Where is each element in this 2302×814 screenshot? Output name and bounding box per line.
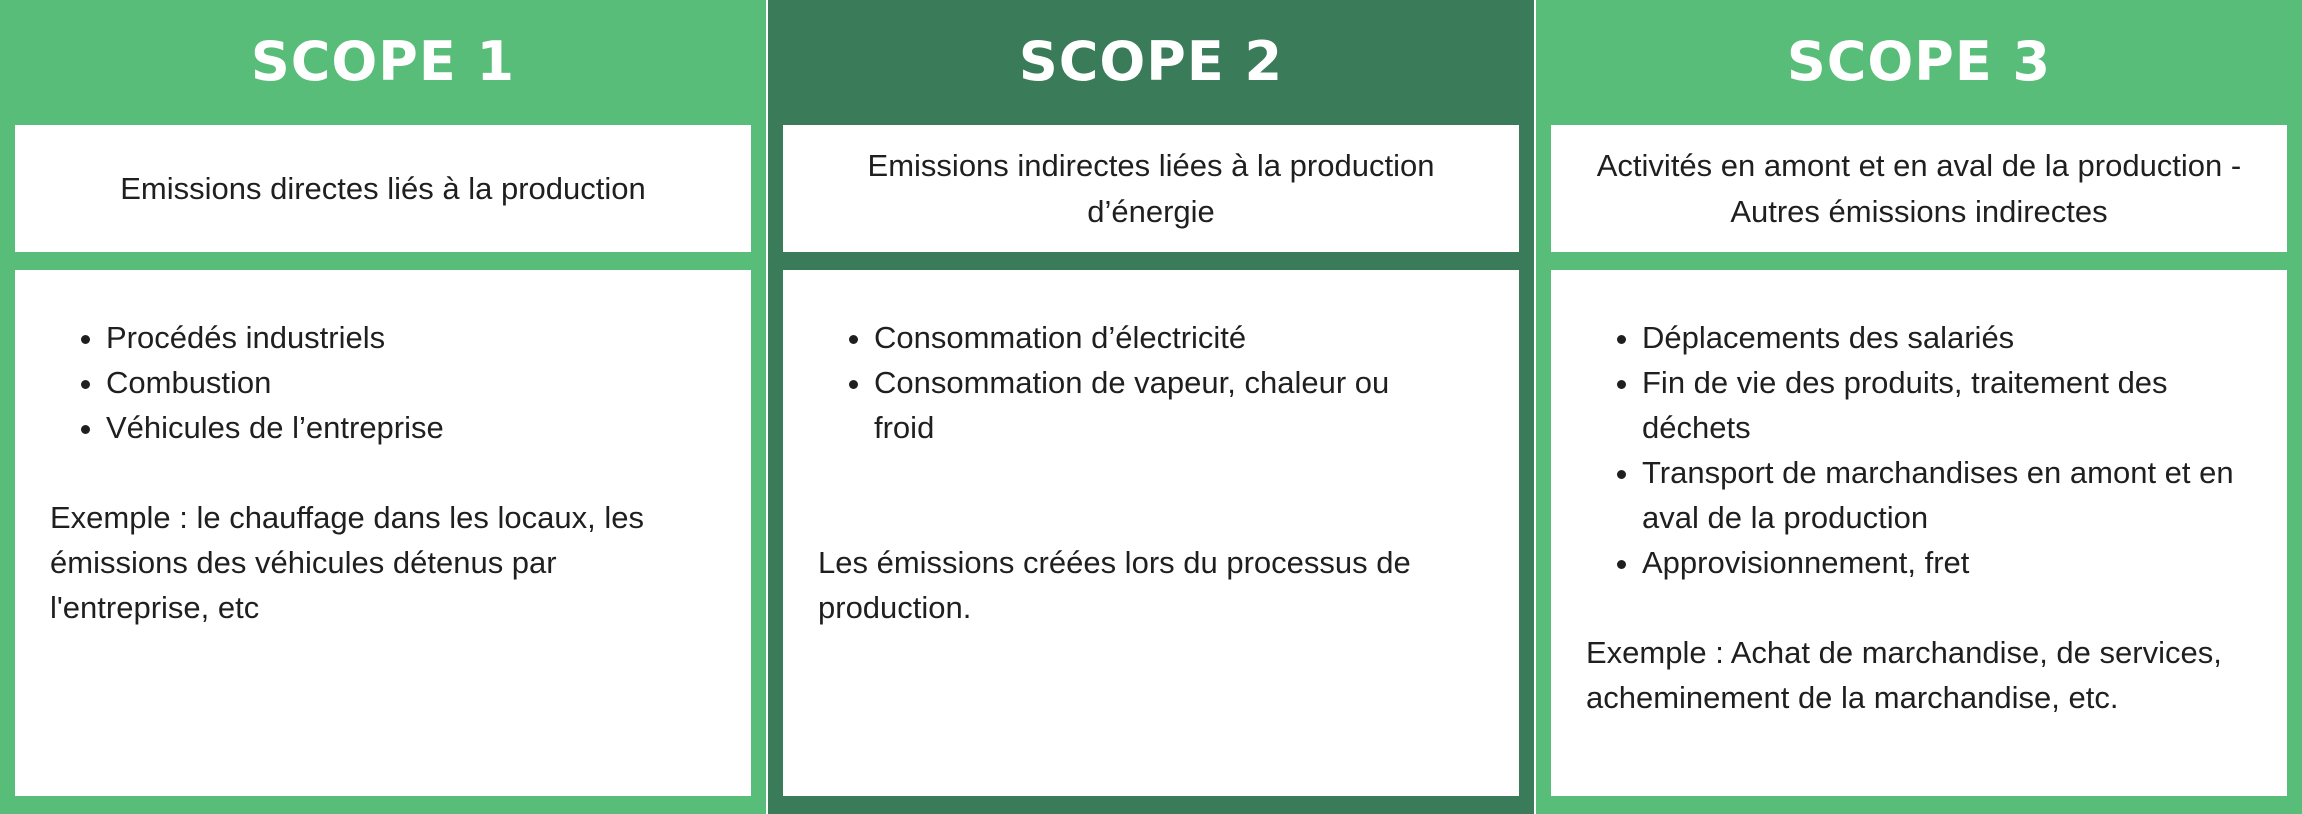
scope-1-title: SCOPE 1 — [250, 30, 516, 93]
scope-3-description-box — [1551, 125, 2287, 252]
scope-2-details-box — [783, 270, 1519, 796]
scope-3-description: Activités en amont et en aval de la production - Autres émissions indirectes — [1596, 147, 2242, 229]
scope-1-description: Emissions directes liés à la production — [120, 170, 646, 206]
scope-1-item: • Combustion — [106, 360, 717, 405]
scope-1-item: • Véhicules de l’entreprise — [106, 405, 717, 450]
scope-3-title: SCOPE 3 — [1786, 30, 2052, 93]
scope-1-description-box — [15, 125, 751, 252]
scope-2-item-list — [818, 315, 1485, 450]
scope-2-example: Les émissions créées lors du processus de production. — [818, 545, 1411, 625]
scope-3-column — [1536, 0, 2302, 814]
scope-1-item: • Procédés industriels — [106, 315, 717, 360]
scope-3-item: • Transport de marchandises en amont et en aval de la production — [1642, 450, 2243, 540]
scope-3-example: Exemple : Achat de marchandise, de services, acheminement de la marchandise, etc. — [1586, 635, 2222, 715]
scope-3-item: • Approvisionnement, fret — [1642, 540, 2243, 585]
scope-2-item: • Consommation d’électricité — [874, 315, 1445, 360]
scope-2-description: Emissions indirectes liées à la production d’énergie — [867, 147, 1435, 229]
scope-2-item: • Consommation de vapeur, chaleur ou froid — [874, 360, 1445, 450]
scope-3-item: • Fin de vie des produits, traitement des déchets — [1642, 360, 2243, 450]
scope-2-description-box — [783, 125, 1519, 252]
scope-1-column — [0, 0, 766, 814]
scope-1-example: Exemple : le chauffage dans les locaux, les émissions des véhicules détenus par l'entreprise, etc — [50, 500, 644, 625]
scope-2-title: SCOPE 2 — [1018, 30, 1284, 93]
scope-1-details-box — [15, 270, 751, 796]
scope-1-item-list — [50, 315, 717, 450]
scope-3-item: • Déplacements des salariés — [1642, 315, 2243, 360]
scope-2-column — [768, 0, 1534, 814]
scope-3-item-list — [1586, 315, 2253, 585]
scope-3-details-box — [1551, 270, 2287, 796]
